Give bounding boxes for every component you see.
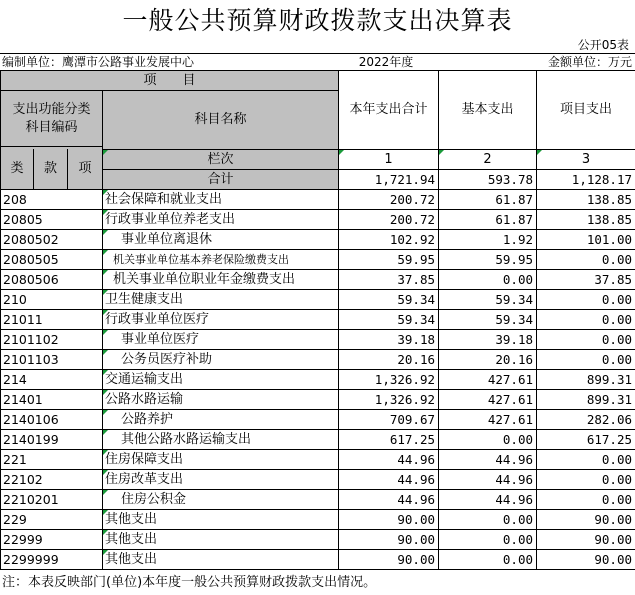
- row-basic: 39.18: [439, 329, 537, 349]
- header-subject-name: 科目名称: [103, 91, 339, 150]
- row-code: 2299999: [1, 549, 103, 569]
- table-row: [1, 269, 635, 289]
- row-subject-name: 事业单位离退休: [103, 229, 339, 249]
- row-code: 208: [1, 189, 103, 209]
- row-code: 229: [1, 509, 103, 529]
- row-subject-name: 公路水路运输: [103, 389, 339, 409]
- row-code: 2080502: [1, 229, 103, 249]
- table-row: [1, 389, 635, 409]
- table-row: [1, 409, 635, 429]
- row-project: 0.00: [537, 469, 635, 489]
- row-basic: 59.34: [439, 289, 537, 309]
- row-subject-name: 机关事业单位基本养老保险缴费支出: [103, 249, 339, 269]
- row-subject-name: 行政事业单位养老支出: [103, 209, 339, 229]
- row-project: 0.00: [537, 289, 635, 309]
- table-note: 注：本表反映部门(单位)本年度一般公共预算财政拨款支出情况。: [2, 575, 377, 590]
- row-project: 0.00: [537, 489, 635, 509]
- row-basic: 427.61: [439, 389, 537, 409]
- row-basic: 0.00: [439, 529, 537, 549]
- row-code: 20805: [1, 209, 103, 229]
- row-subject-name: 其他支出: [103, 529, 339, 549]
- row-total: 44.96: [339, 489, 439, 509]
- row-code: 2080506: [1, 269, 103, 289]
- row-basic: 427.61: [439, 369, 537, 389]
- row-project: 90.00: [537, 509, 635, 529]
- header-col3: 3: [537, 149, 635, 169]
- header-lanci: 栏次: [103, 149, 339, 169]
- row-total: 617.25: [339, 429, 439, 449]
- table-row: [1, 349, 635, 369]
- row-project: 101.00: [537, 229, 635, 249]
- table-row: [1, 469, 635, 489]
- row-basic: 0.00: [439, 429, 537, 449]
- header-func-code-line2: 科目编码: [25, 119, 78, 135]
- row-basic: 0.00: [439, 509, 537, 529]
- row-basic: 427.61: [439, 409, 537, 429]
- header-basic-col: 基本支出: [439, 71, 537, 150]
- row-project: 0.00: [537, 349, 635, 369]
- form-number: 公开05表: [577, 38, 629, 52]
- header-project-col: 项目支出: [537, 71, 635, 150]
- total-label: 合计: [103, 169, 339, 189]
- row-project: 0.00: [537, 249, 635, 269]
- table-row: [1, 529, 635, 549]
- row-subject-name: 公务员医疗补助: [103, 349, 339, 369]
- table-row: [1, 329, 635, 349]
- header-func-code-line1: 支出功能分类: [12, 101, 91, 117]
- row-total: 709.67: [339, 409, 439, 429]
- row-code: 22102: [1, 469, 103, 489]
- header-item: 项 目: [1, 71, 339, 91]
- row-total: 37.85: [339, 269, 439, 289]
- row-project: 899.31: [537, 369, 635, 389]
- row-project: 0.00: [537, 449, 635, 469]
- row-code: 221: [1, 449, 103, 469]
- row-subject-name: 事业单位医疗: [103, 329, 339, 349]
- table-row: [1, 309, 635, 329]
- row-code: 2140106: [1, 409, 103, 429]
- row-subject-name: 公路养护: [103, 409, 339, 429]
- row-total: 1,326.92: [339, 389, 439, 409]
- row-subject-name: 交通运输支出: [103, 369, 339, 389]
- row-subject-name: 住房保障支出: [103, 449, 339, 469]
- table-row: [1, 549, 635, 569]
- row-project: 899.31: [537, 389, 635, 409]
- row-total: 102.92: [339, 229, 439, 249]
- header-col2: 2: [439, 149, 537, 169]
- table-row: [1, 209, 635, 229]
- row-total: 200.72: [339, 209, 439, 229]
- row-code: 21011: [1, 309, 103, 329]
- total-basic: 593.78: [439, 169, 537, 189]
- row-subject-name: 社会保障和就业支出: [103, 189, 339, 209]
- row-basic: 0.00: [439, 269, 537, 289]
- fiscal-year: 2022年度: [358, 55, 414, 69]
- row-code: 2080505: [1, 249, 103, 269]
- row-total: 90.00: [339, 529, 439, 549]
- row-subject-name: 机关事业单位职业年金缴费支出: [103, 269, 339, 289]
- table-row: [1, 289, 635, 309]
- row-project: 0.00: [537, 329, 635, 349]
- table-row: [1, 369, 635, 389]
- row-code: 214: [1, 369, 103, 389]
- row-basic: 61.87: [439, 209, 537, 229]
- row-project: 617.25: [537, 429, 635, 449]
- row-subject-name: 其他公路水路运输支出: [103, 429, 339, 449]
- unit-info-row: [0, 53, 635, 71]
- table-row: [1, 429, 635, 449]
- table-row: [1, 249, 635, 269]
- header-xiang: 项: [68, 149, 103, 189]
- row-total: 44.96: [339, 449, 439, 469]
- row-project: 0.00: [537, 309, 635, 329]
- row-project: 90.00: [537, 529, 635, 549]
- header-total-col: 本年支出合计: [339, 71, 439, 150]
- row-basic: 20.16: [439, 349, 537, 369]
- row-total: 200.72: [339, 189, 439, 209]
- row-total: 20.16: [339, 349, 439, 369]
- table-row: [1, 189, 635, 209]
- row-code: 22999: [1, 529, 103, 549]
- row-code: 2140199: [1, 429, 103, 449]
- row-total: 59.34: [339, 289, 439, 309]
- row-project: 138.85: [537, 209, 635, 229]
- expenditure-table: [0, 70, 635, 570]
- table-row: [1, 229, 635, 249]
- row-basic: 44.96: [439, 449, 537, 469]
- row-basic: 44.96: [439, 489, 537, 509]
- row-subject-name: 其他支出: [103, 509, 339, 529]
- compiling-unit: 编制单位：鹰潭市公路事业发展中心: [2, 55, 195, 69]
- table-row: [1, 489, 635, 509]
- header-col1: 1: [339, 149, 439, 169]
- row-basic: 59.95: [439, 249, 537, 269]
- header-func-code: [1, 91, 103, 147]
- table-row: [1, 449, 635, 469]
- row-subject-name: 住房改革支出: [103, 469, 339, 489]
- row-basic: 59.34: [439, 309, 537, 329]
- row-basic: 61.87: [439, 189, 537, 209]
- header-lei: 类: [1, 149, 34, 189]
- row-subject-name: 行政事业单位医疗: [103, 309, 339, 329]
- row-project: 138.85: [537, 189, 635, 209]
- row-basic: 1.92: [439, 229, 537, 249]
- row-project: 90.00: [537, 549, 635, 569]
- row-code: 2101102: [1, 329, 103, 349]
- header-kuan: 款: [34, 149, 68, 189]
- row-subject-name: 其他支出: [103, 549, 339, 569]
- row-basic: 44.96: [439, 469, 537, 489]
- row-code: 2101103: [1, 349, 103, 369]
- row-total: 59.95: [339, 249, 439, 269]
- amount-unit: 金额单位：万元: [547, 55, 632, 69]
- page-title: 一般公共预算财政拨款支出决算表: [122, 6, 513, 35]
- row-total: 39.18: [339, 329, 439, 349]
- row-total: 44.96: [339, 469, 439, 489]
- row-total: 90.00: [339, 509, 439, 529]
- row-project: 282.06: [537, 409, 635, 429]
- row-project: 37.85: [537, 269, 635, 289]
- table-row: [1, 509, 635, 529]
- row-total: 59.34: [339, 309, 439, 329]
- row-code: 21401: [1, 389, 103, 409]
- total-project: 1,128.17: [537, 169, 635, 189]
- row-total: 90.00: [339, 549, 439, 569]
- row-subject-name: 住房公积金: [103, 489, 339, 509]
- total-amount: 1,721.94: [339, 169, 439, 189]
- row-code: 2210201: [1, 489, 103, 509]
- row-subject-name: 卫生健康支出: [103, 289, 339, 309]
- row-total: 1,326.92: [339, 369, 439, 389]
- row-code: 210: [1, 289, 103, 309]
- row-basic: 0.00: [439, 549, 537, 569]
